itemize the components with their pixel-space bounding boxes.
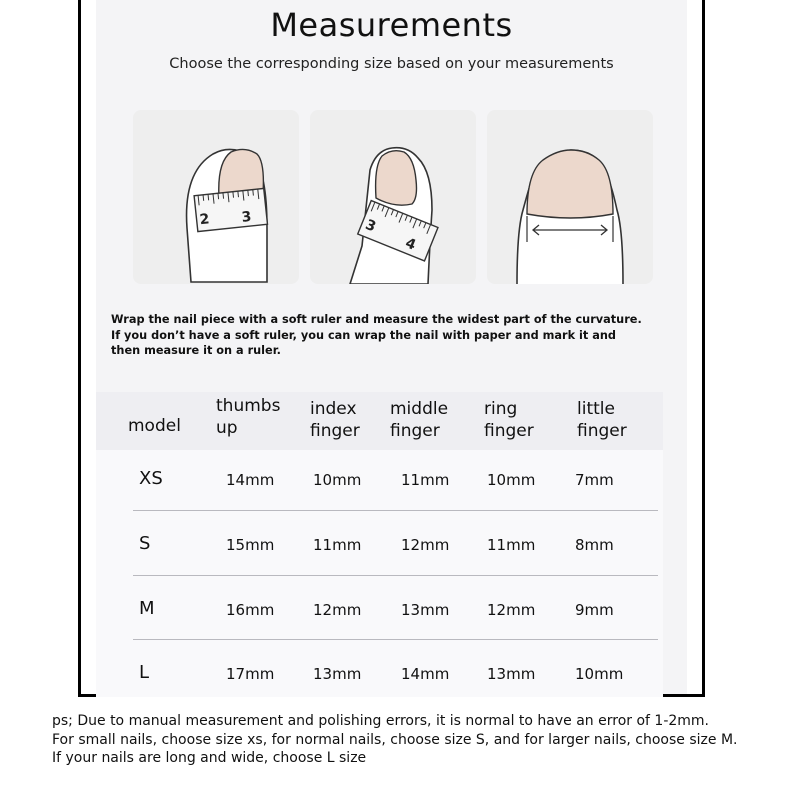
header-index-finger xyxy=(310,398,360,442)
table-cell: 13mm xyxy=(313,665,362,683)
table-cell: 12mm xyxy=(401,536,450,554)
footnote-line-1: ps; Due to manual measurement and polishing errors, it is normal to have an error of 1-2mm. xyxy=(52,713,710,729)
thumb-ruler-illustration xyxy=(133,110,299,284)
ruler-label-3b: 3 xyxy=(362,216,378,236)
nail-width-illustration xyxy=(487,110,653,284)
page-title: Measurements xyxy=(270,6,513,44)
table-cell: 10mm xyxy=(487,471,536,489)
table-cell: 14mm xyxy=(401,665,450,683)
header-little-finger xyxy=(577,398,627,442)
footnote-line-3: If your nails are long and wide, choose L size xyxy=(52,750,367,766)
header-little-line1: little xyxy=(577,399,615,419)
table-cell: 9mm xyxy=(575,601,614,619)
table-cell: 10mm xyxy=(575,665,624,683)
header-index-line2: finger xyxy=(310,421,360,441)
footnote xyxy=(52,712,792,768)
thumb-ruler-drawing xyxy=(133,110,299,284)
table-cell: 16mm xyxy=(226,601,275,619)
table-cell: 11mm xyxy=(313,536,362,554)
table-row-l-model: L xyxy=(139,662,150,683)
ruler-label-4: 4 xyxy=(402,235,419,254)
header-little-line2: finger xyxy=(577,421,627,441)
header-middle-line2: finger xyxy=(390,421,440,441)
header-thumbs-up-line2: up xyxy=(216,418,238,438)
nail-width-drawing xyxy=(487,110,653,284)
table-cell: 12mm xyxy=(313,601,362,619)
header-ring-line1: ring xyxy=(484,399,518,419)
table-row-s-model: S xyxy=(139,533,151,554)
table-cell: 12mm xyxy=(487,601,536,619)
footnote-line-2: For small nails, choose size xs, for normal nails, choose size S, and for larger nails, choose size M. xyxy=(52,731,738,748)
header-model xyxy=(128,415,181,437)
finger-ruler-illustration xyxy=(310,110,476,284)
row-divider xyxy=(133,510,658,511)
row-divider xyxy=(133,575,658,576)
table-cell: 17mm xyxy=(226,665,275,683)
table-cell: 7mm xyxy=(575,471,614,489)
header-thumbs-up xyxy=(216,395,280,439)
measuring-instructions: Wrap the nail piece with a soft ruler and measure the widest part of the curvature. If you don’t have a soft ruler, you can wrap the nail with paper and mark it and then measure it on a ruler. xyxy=(111,313,642,357)
table-row-m-model: M xyxy=(139,598,155,619)
ruler-label-2: 2 xyxy=(198,211,211,229)
ruler-label-3: 3 xyxy=(240,208,253,226)
header-model-text: model xyxy=(128,416,181,436)
table-cell: 13mm xyxy=(487,665,536,683)
table-cell: 10mm xyxy=(313,471,362,489)
finger-ruler-drawing xyxy=(310,110,476,284)
page-subtitle: Choose the corresponding size based on your measurements xyxy=(169,56,614,72)
header-index-line1: index xyxy=(310,399,357,419)
header-ring-line2: finger xyxy=(484,421,534,441)
table-cell: 15mm xyxy=(226,536,275,554)
table-row-xs-model: XS xyxy=(139,468,163,489)
header-middle-line1: middle xyxy=(390,399,449,419)
header-ring-finger xyxy=(484,398,534,442)
table-cell: 8mm xyxy=(575,536,614,554)
measurement-card xyxy=(78,0,705,697)
row-divider xyxy=(133,639,658,640)
table-cell: 13mm xyxy=(401,601,450,619)
table-cell: 14mm xyxy=(226,471,275,489)
header-middle-finger xyxy=(390,398,448,442)
table-cell: 11mm xyxy=(401,471,450,489)
header-thumbs-up-line1: thumbs xyxy=(216,396,281,416)
table-cell: 11mm xyxy=(487,536,536,554)
